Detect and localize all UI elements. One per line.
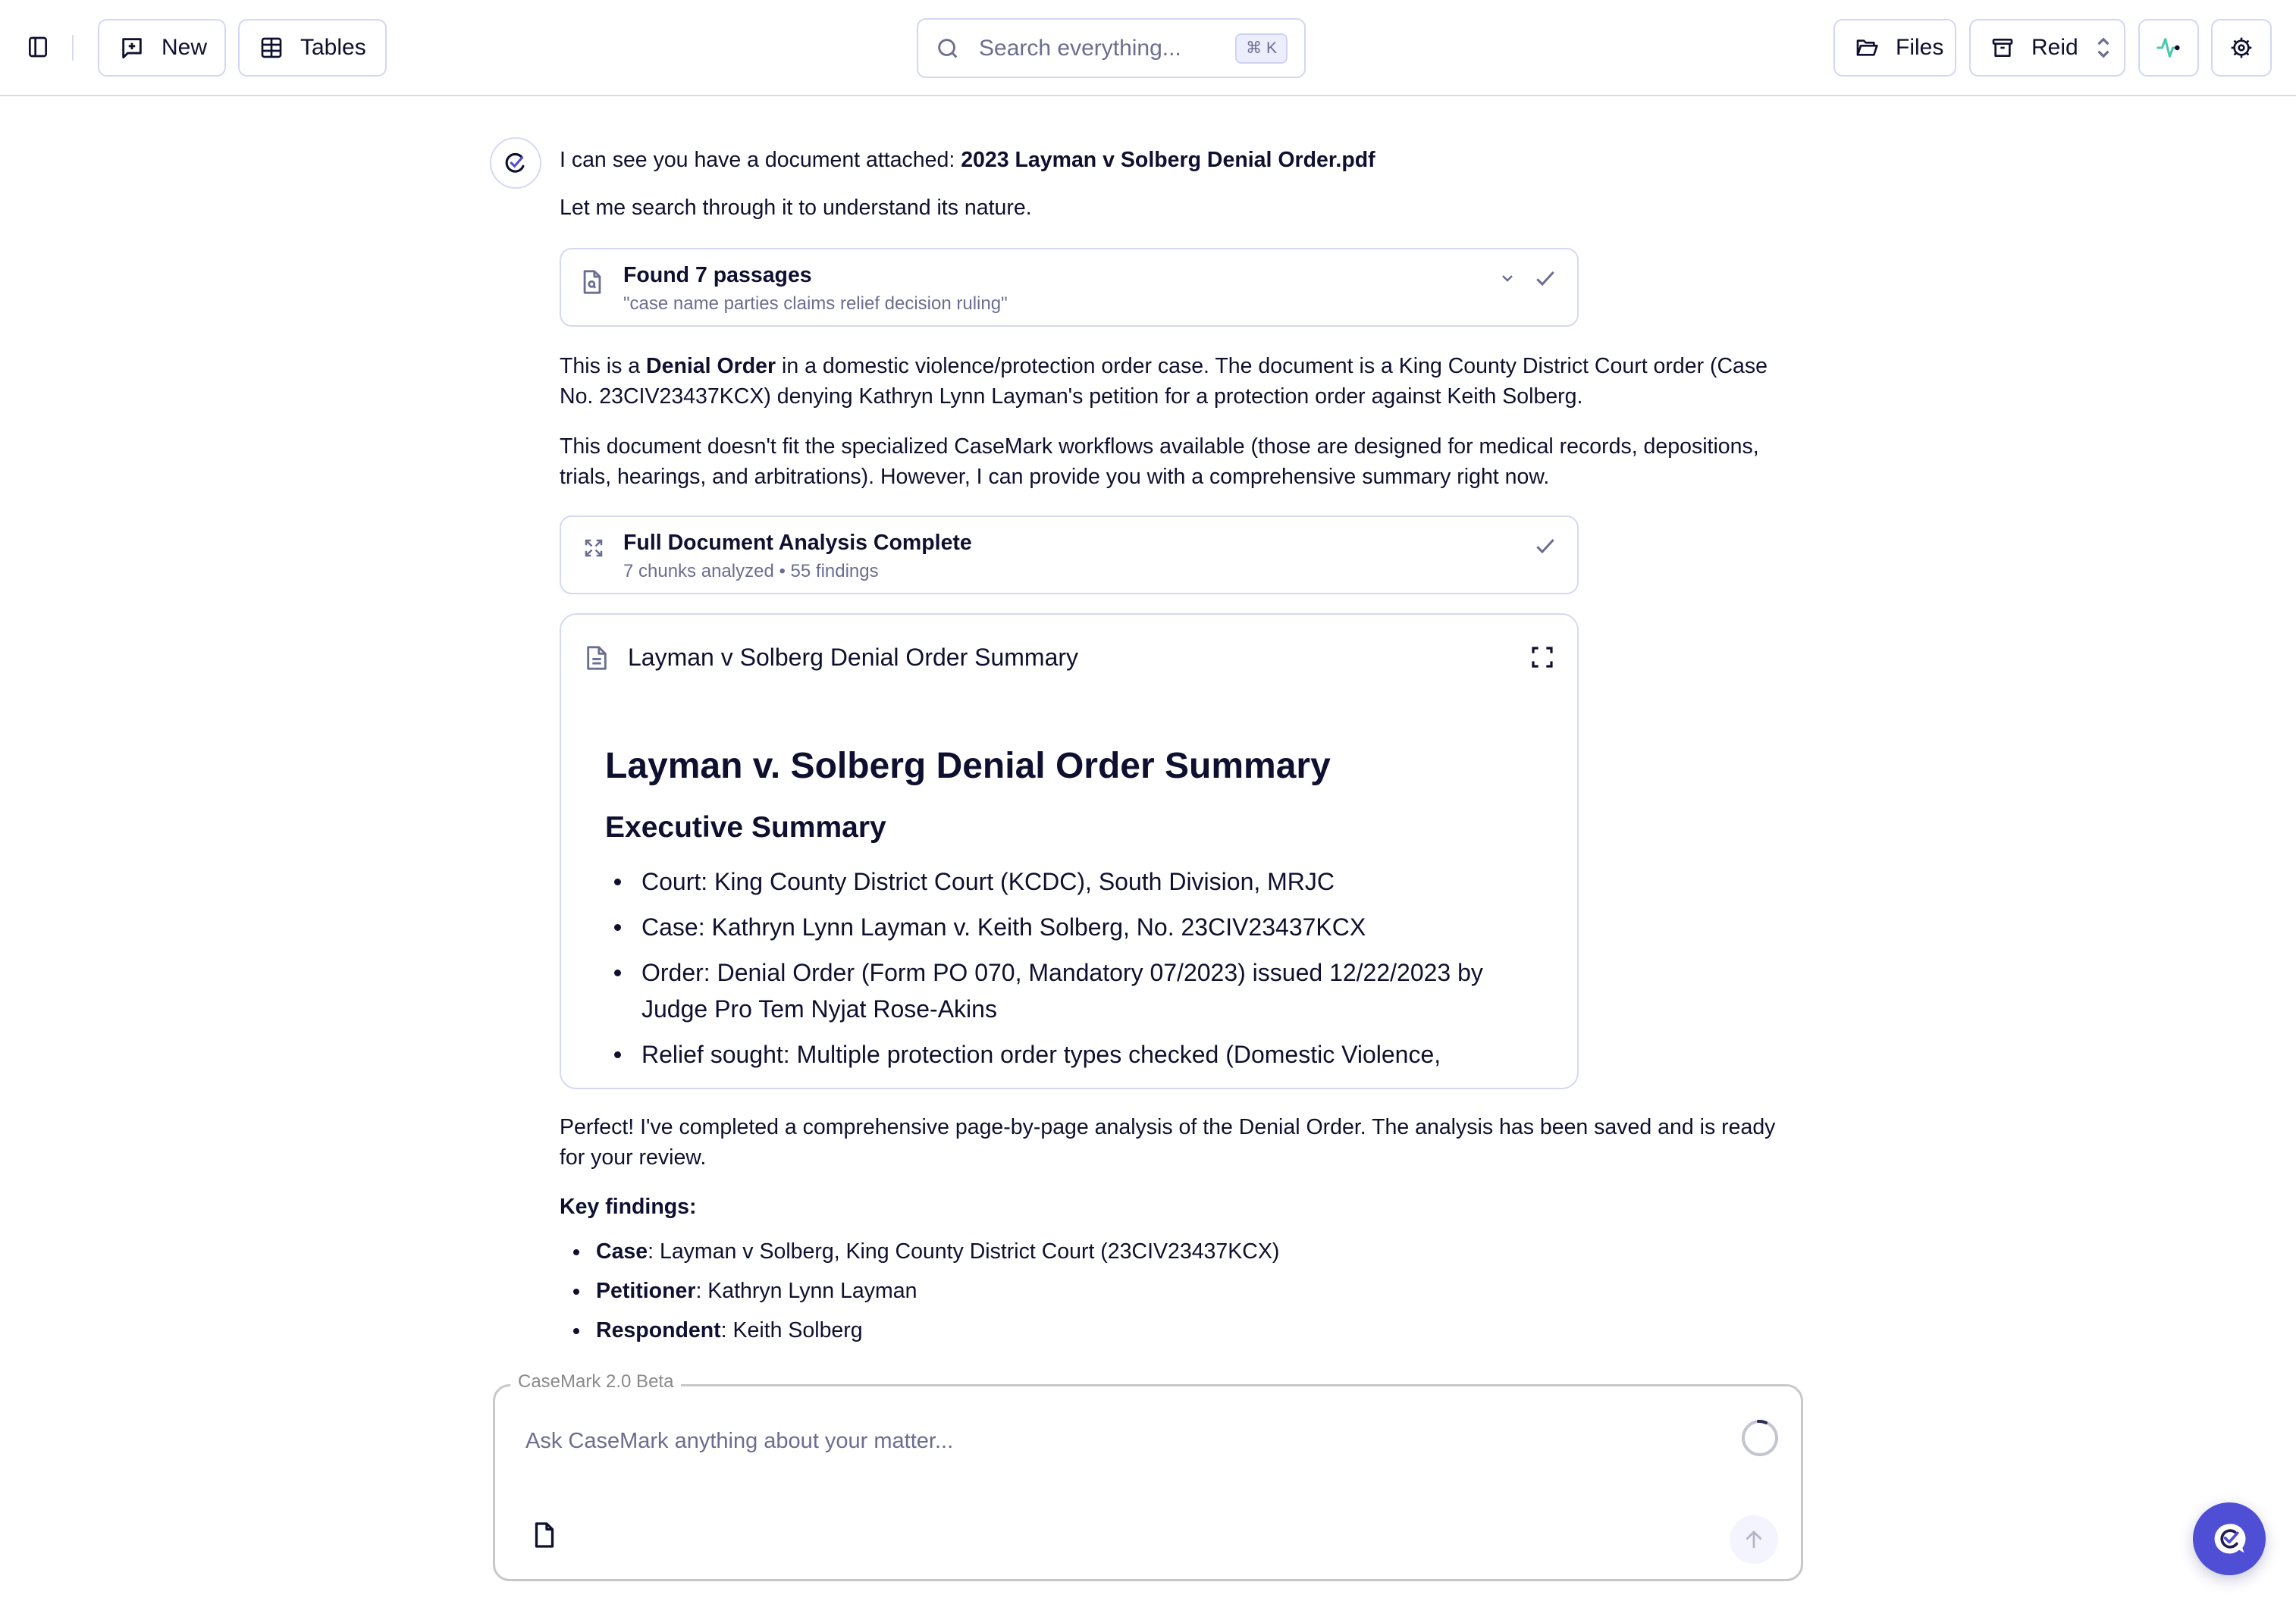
- message-plus-icon: [119, 35, 145, 61]
- file-icon: [533, 1521, 556, 1549]
- assistant-message-para1: [560, 351, 1788, 412]
- casemark-logo-icon: [503, 150, 529, 176]
- document-card-title: Layman v Solberg Denial Order Summary: [628, 644, 1079, 671]
- document-summary-card: [560, 613, 1579, 1089]
- finding-value: : Keith Solberg: [720, 1318, 863, 1342]
- search-input[interactable]: [979, 36, 1229, 61]
- summary-bullet: Case: Kathryn Lynn Layman v. Keith Solberg, No. 23CIV23437KCX: [605, 909, 1553, 945]
- key-findings-list: [560, 1236, 1279, 1355]
- summary-bullet: Relief sought: Multiple protection order types checked (Domestic Violence,: [605, 1036, 1553, 1073]
- para1-prefix: This is a: [560, 354, 647, 378]
- table-grid-icon: [259, 36, 284, 60]
- arrow-up-icon: [1742, 1528, 1765, 1551]
- message-input[interactable]: [525, 1429, 1663, 1474]
- sidebar-toggle-icon: [26, 35, 50, 59]
- executive-summary-heading: Executive Summary: [605, 811, 886, 844]
- loading-spinner-icon: [1740, 1418, 1780, 1458]
- settings-button[interactable]: [2211, 19, 2272, 77]
- toolbar-divider: [72, 35, 74, 61]
- check-icon: [1533, 534, 1557, 558]
- chat-composer: [493, 1371, 1803, 1581]
- assistant-message-intro: [560, 145, 1788, 175]
- chevron-down-icon[interactable]: [1498, 269, 1517, 287]
- send-button[interactable]: [1730, 1515, 1778, 1564]
- check-icon: [1533, 266, 1557, 290]
- attached-filename: 2023 Layman v Solberg Denial Order.pdf: [961, 148, 1375, 172]
- document-text-icon: [585, 645, 608, 671]
- key-findings-label: [560, 1192, 1788, 1222]
- gear-icon: [2229, 36, 2254, 60]
- analysis-title: Full Document Analysis Complete: [623, 531, 972, 555]
- document-card-header: [561, 615, 1577, 698]
- files-label: Files: [1896, 35, 1944, 60]
- casemark-assistant-fab[interactable]: [2193, 1502, 2266, 1575]
- assistant-message-para2: This document doesn't fit the specialized CaseMark workflows available (those are designed for medical records, depositions, trials, hearings, and arbitrations). However, I can provide you with a comprehensive summary right now.: [560, 434, 1759, 489]
- document-analysis-card[interactable]: [560, 515, 1579, 594]
- finding-label: Respondent: [596, 1318, 721, 1342]
- new-chat-label: New: [162, 35, 208, 60]
- attach-file-button[interactable]: [533, 1521, 556, 1552]
- assistant-message-para3: Perfect! I've completed a comprehensive page-by-page analysis of the Denial Order. The analysis has been saved and is ready for your review.: [560, 1115, 1776, 1170]
- analysis-subtitle: 7 chunks analyzed • 55 findings: [623, 561, 879, 581]
- finding-value: : Layman v Solberg, King County District Court (23CIV23437KCX): [648, 1239, 1280, 1264]
- archive-box-icon: [1990, 36, 2015, 60]
- activity-pulse-icon: [2156, 35, 2182, 61]
- tables-label: Tables: [300, 35, 366, 60]
- chat-check-icon: [2210, 1519, 2249, 1559]
- finding-label: Petitioner: [596, 1279, 696, 1303]
- executive-summary-list: [605, 863, 1553, 1073]
- search-shortcut-badge: ⌘ K: [1235, 33, 1288, 64]
- search-icon: [935, 36, 961, 61]
- tables-button[interactable]: [238, 19, 387, 77]
- top-bar: [0, 0, 2296, 96]
- summary-bullet: Order: Denial Order (Form PO 070, Mandatory 07/2023) issued 12/22/2023 by Judge Pro Tem Nyjat Rose-Akins: [605, 954, 1553, 1027]
- assistant-message-line2: Let me search through it to understand its nature.: [560, 196, 1032, 220]
- fullscreen-icon[interactable]: [1530, 645, 1554, 669]
- document-content: [605, 744, 1553, 1082]
- assistant-avatar: [490, 137, 541, 189]
- chat-thread: [0, 98, 2296, 1604]
- key-findings-heading: Key findings:: [560, 1195, 697, 1219]
- workspace-selector[interactable]: [1969, 19, 2125, 77]
- finding-label: Case: [596, 1239, 648, 1264]
- key-finding-item: [560, 1236, 1279, 1267]
- search-result-title: Found 7 passages: [623, 263, 812, 287]
- search-passages-card[interactable]: [560, 248, 1579, 327]
- chevron-up-down-icon: [2095, 36, 2112, 60]
- summary-bullet: Court: King County District Court (KCDC), South Division, MRJC: [605, 863, 1553, 900]
- intro-text: I can see you have a document attached:: [560, 148, 961, 172]
- workspace-label: Reid: [2031, 35, 2078, 60]
- key-finding-item: [560, 1276, 1279, 1306]
- finding-value: : Kathryn Lynn Layman: [695, 1279, 917, 1303]
- search-query: "case name parties claims relief decision ruling": [623, 293, 1008, 314]
- expand-arrows-icon: [582, 537, 605, 559]
- composer-model-label: CaseMark 2.0 Beta: [510, 1371, 681, 1393]
- sidebar-toggle-button[interactable]: [26, 35, 50, 59]
- key-finding-item: [560, 1315, 1279, 1346]
- global-search[interactable]: [917, 18, 1306, 78]
- para1-bold: Denial Order: [646, 354, 776, 378]
- files-button[interactable]: [1833, 19, 1956, 77]
- activity-button[interactable]: [2138, 19, 2199, 77]
- document-heading: Layman v. Solberg Denial Order Summary: [605, 746, 1331, 786]
- file-search-icon: [582, 269, 602, 295]
- folder-open-icon: [1855, 36, 1879, 60]
- para1-rest: in a domestic violence/protection order case. The document is a King County District Court order (Case No. 23CIV23437KCX) denying Kathryn Lynn Layman's petition for a protection order against Keith Solberg.: [560, 354, 1768, 409]
- new-chat-button[interactable]: [98, 19, 226, 77]
